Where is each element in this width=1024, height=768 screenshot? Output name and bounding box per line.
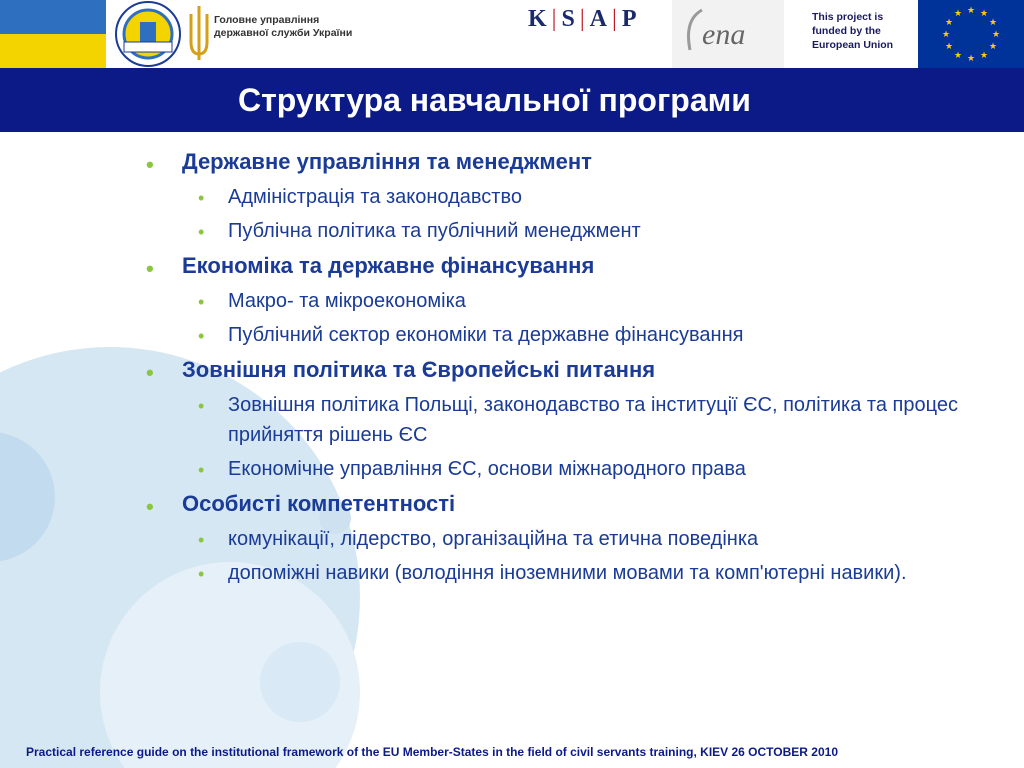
svg-text:★: ★ (979, 51, 989, 61)
section-heading: • Економіка та державне фінансування (140, 250, 1010, 282)
curriculum-list (140, 146, 1010, 592)
list-item: • Публічний сектор економіки та державне фінансування (140, 320, 1010, 350)
list-item: • Публічна політика та публічний менеджмент (140, 216, 1010, 246)
ukraine-flag (0, 0, 106, 68)
bullet-icon: • (146, 152, 154, 177)
svg-text:★: ★ (988, 18, 998, 28)
svg-text:★: ★ (979, 9, 989, 19)
bullet-icon: • (198, 326, 205, 346)
eu-funding-note: This project is funded by the European Union (812, 11, 894, 51)
eu-flag-icon (918, 0, 1024, 68)
slide-title: Структура навчальної програми (238, 82, 751, 118)
svg-text:★: ★ (966, 6, 976, 16)
ministry-name (214, 14, 354, 40)
section-heading: • Зовнішня політика та Європейські питання (140, 354, 1010, 386)
nadu-logo (108, 0, 188, 68)
trident-icon (188, 2, 210, 66)
svg-text:★: ★ (988, 42, 998, 52)
title-bar (0, 68, 1024, 132)
list-item: • Адміністрація та законодавство (140, 182, 1010, 212)
ksap-logo: K | S | A | P (528, 6, 639, 32)
ena-text: ena (702, 18, 746, 51)
svg-text:★: ★ (953, 9, 963, 19)
ministry-line-1: Головне управління (214, 14, 320, 26)
bullet-icon: • (198, 530, 205, 550)
footer-caption: Practical reference guide on the institutional framework of the EU Member-States in the field of civil servants training, KIEV 26 OCTOBER 2010 (26, 745, 838, 759)
list-item: • допоміжні навики (володіння іноземними мовами та комп'ютерні навики). (140, 558, 1010, 588)
bullet-icon: • (198, 292, 205, 312)
bullet-icon: • (198, 564, 205, 584)
list-item: • комунікації, лідерство, організаційна та етична поведінка (140, 524, 1010, 554)
bullet-icon: • (146, 256, 154, 281)
svg-text:★: ★ (991, 30, 1001, 40)
bullet-icon: • (146, 360, 154, 385)
svg-text:★: ★ (944, 18, 954, 28)
ministry-line-2: державної служби України (214, 27, 353, 39)
bullet-icon: • (198, 222, 205, 242)
ena-logo (672, 0, 784, 68)
svg-text:★: ★ (941, 30, 951, 40)
bullet-icon: • (198, 460, 205, 480)
svg-text:★: ★ (966, 54, 976, 64)
bullet-icon: • (146, 494, 154, 519)
ena-mark-icon (672, 0, 784, 68)
list-item: • Економічне управління ЄС, основи міжнародного права (140, 454, 1010, 484)
svg-text:★: ★ (944, 42, 954, 52)
section-heading: • Особисті компетентності (140, 488, 1010, 520)
list-item: • Зовнішня політика Польщі, законодавство та інституції ЄС, політика та процес прийняття рішень ЄС (140, 390, 1010, 450)
bullet-icon: • (198, 188, 205, 208)
svg-text:★: ★ (953, 51, 963, 61)
section-heading: • Державне управління та менеджмент (140, 146, 1010, 178)
bullet-icon: • (198, 396, 205, 416)
list-item: • Макро- та мікроекономіка (140, 286, 1010, 316)
